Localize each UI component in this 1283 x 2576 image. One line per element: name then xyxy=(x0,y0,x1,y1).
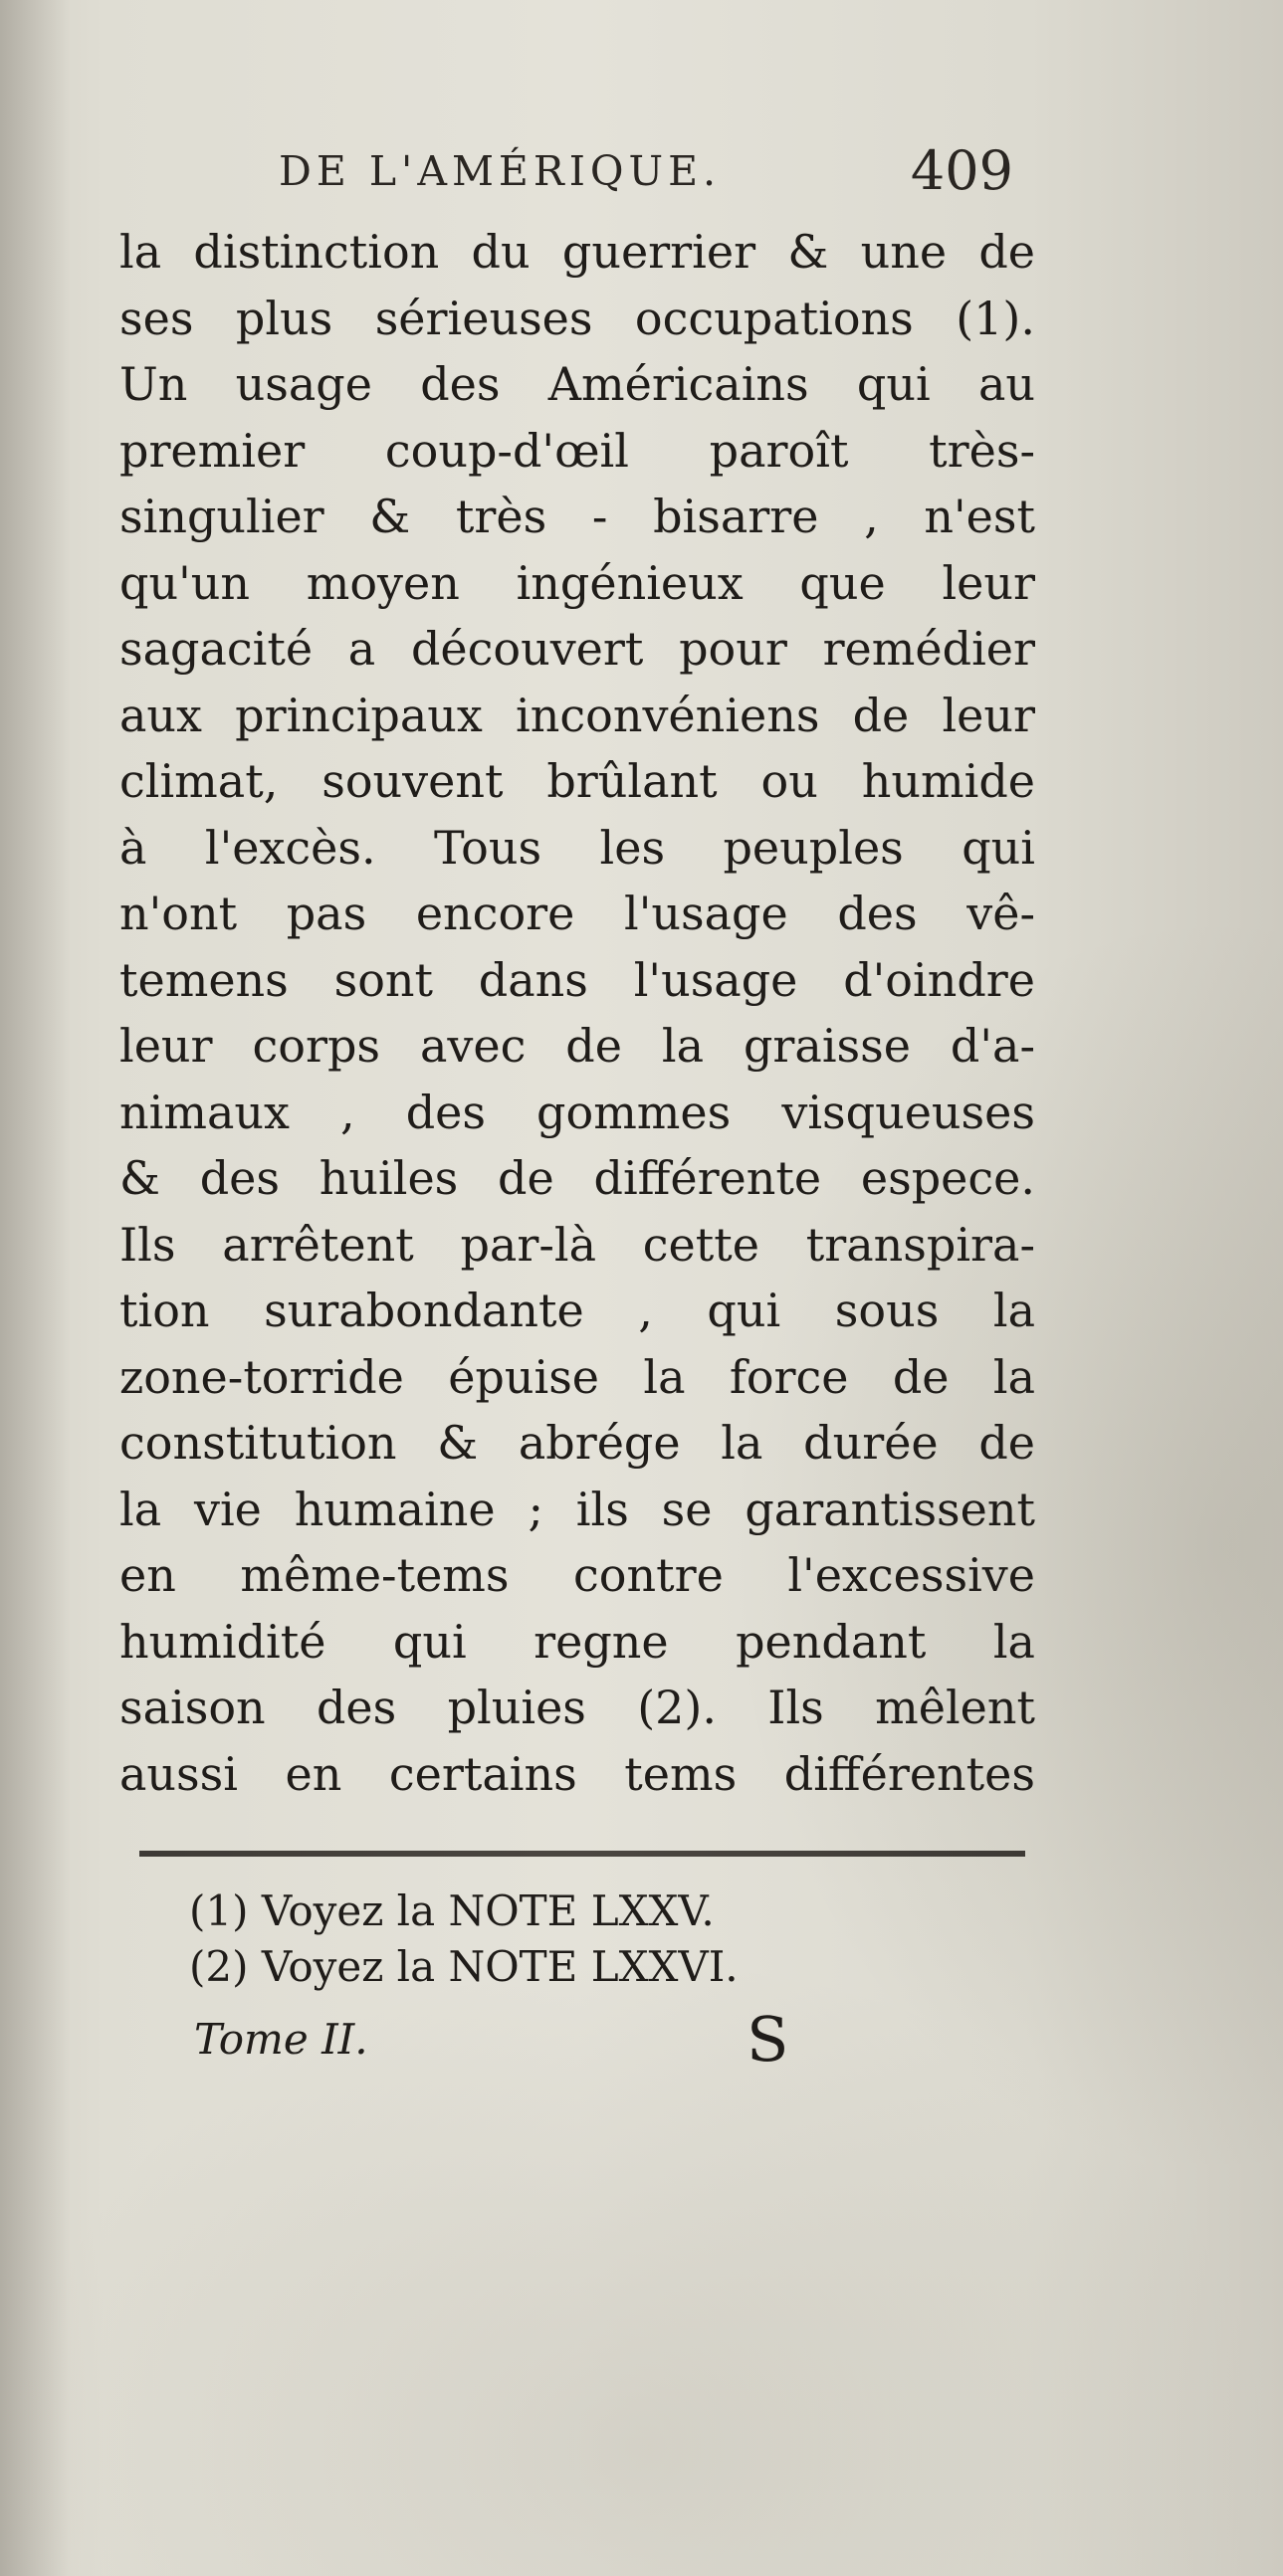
signature-mark: S xyxy=(747,2003,789,2076)
text-line-10: à l'excès. Tous les peuples qui xyxy=(119,820,1035,875)
text-line-15: & des huiles de différente espece. xyxy=(119,1151,1035,1205)
page-number: 409 xyxy=(910,139,1013,202)
text-line-6: qu'un moyen ingénieux que leur xyxy=(119,555,1035,610)
text-line-13: leur corps avec de la graisse d'a- xyxy=(119,1019,1035,1073)
text-line-4: premier coup-d'œil paroît très- xyxy=(119,423,1035,478)
page-gutter-shadow xyxy=(0,0,70,2576)
text-line-16: Ils arrêtent par-là cette transpira- xyxy=(119,1217,1035,1272)
text-line-18: zone-torride épuise la force de la xyxy=(119,1349,1035,1404)
page-header xyxy=(279,139,1035,209)
footnote-1: (1) Voyez la NOTE LXXV. xyxy=(189,1886,715,1935)
footnote-2: (2) Voyez la NOTE LXXVI. xyxy=(189,1942,739,1991)
text-line-3: Un usage des Américains qui au xyxy=(119,357,1035,411)
text-line-11: n'ont pas encore l'usage des vê- xyxy=(119,887,1035,940)
text-line-8: aux principaux inconvéniens de leur xyxy=(119,688,1035,742)
text-line-19: constitution & abrége la durée de xyxy=(119,1416,1035,1470)
volume-label: Tome II. xyxy=(194,2015,368,2064)
text-line-2: ses plus sérieuses occupations (1). xyxy=(119,291,1035,345)
text-line-1: la distinction du guerrier & une de xyxy=(119,225,1035,279)
text-line-24: aussi en certains tems différentes xyxy=(119,1746,1035,1801)
page-footer xyxy=(194,2000,891,2080)
footnotes xyxy=(189,1883,965,1995)
running-head: DE L'AMÉRIQUE. xyxy=(279,147,722,195)
footnote-rule xyxy=(139,1851,1025,1857)
text-line-7: sagacité a découvert pour remédier xyxy=(119,622,1035,676)
text-line-9: climat, souvent brûlant ou humide xyxy=(119,754,1035,808)
text-line-12: temens sont dans l'usage d'oindre xyxy=(119,952,1035,1007)
body-text xyxy=(119,219,1035,1807)
text-line-5: singulier & très - bisarre , n'est xyxy=(119,490,1035,543)
text-line-20: la vie humaine ; ils se garantissent xyxy=(119,1482,1035,1536)
text-line-21: en même-tems contre l'excessive xyxy=(119,1548,1035,1602)
text-line-23: saison des pluies (2). Ils mêlent xyxy=(119,1681,1035,1734)
text-line-17: tion surabondante , qui sous la xyxy=(119,1284,1035,1337)
text-line-22: humidité qui regne pendant la xyxy=(119,1614,1035,1669)
text-line-14: nimaux , des gommes visqueuses xyxy=(119,1085,1035,1139)
